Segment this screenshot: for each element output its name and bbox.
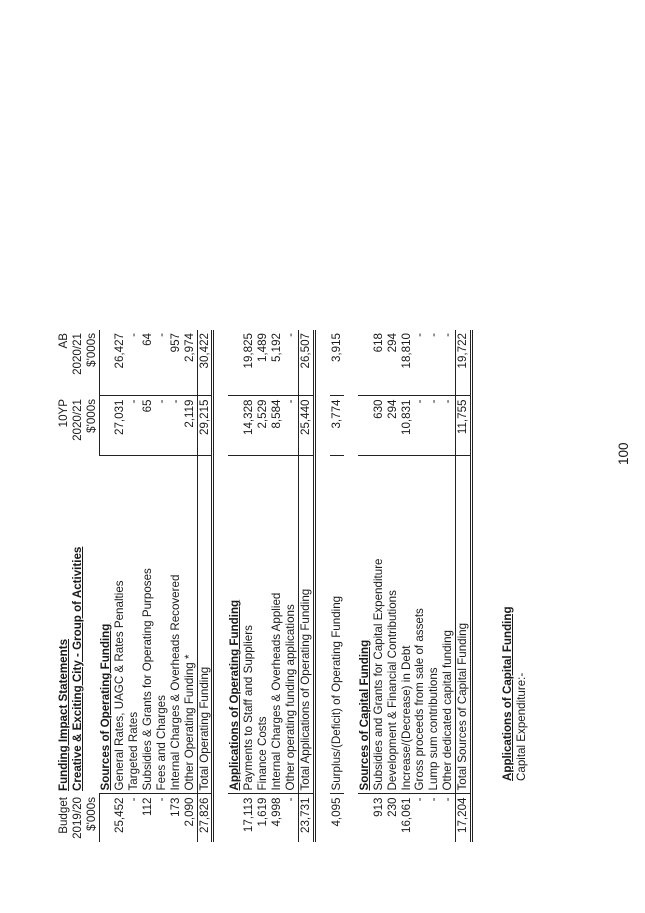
col-budget-head: Budget [57,797,70,834]
table-row: 2,090 Other Operating Funding * 2,119 2,974 [183,330,197,842]
col-budget-unit: $'000s [85,794,99,842]
table-row: - Other operating funding applications - - [284,330,298,842]
surplus-row: 4,095 Surplus/(Deficit) of Operating Funding 3,774 3,915 [330,330,344,842]
table-row: 25,452 General Rates, UAGC & Rates Penalties 27,031 26,427 [113,330,127,842]
table-row: - Fees and Charges - - [155,330,169,842]
col-ab-unit: $'000s [85,330,99,396]
table-row: 112 Subsidies & Grants for Operating Purposes 65 64 [141,330,155,842]
col-ab-year: 2020/21 [70,333,84,375]
section-heading: Applications of Capital Funding [501,606,515,781]
funding-impact-table [57,330,529,842]
table-row: - Gross proceeds from sale of assets - - [413,330,427,842]
section-heading: Sources of Capital Funding [358,330,372,842]
activity-title: Creative & Exciting City - Group of Activities [70,546,84,791]
table-row: 16,061 Increase/(Decrease) in Debt 10,831 18,810 [400,330,414,842]
table-row: - Targeted Rates - - [127,330,141,842]
table-row: - Other dedicated capital funding - - [441,330,455,842]
col-10yp-unit: $'000s [85,396,99,456]
table-row: 1,619 Finance Costs 2,529 1,489 [256,330,270,842]
section-heading: Applications of Operating Funding [228,330,242,842]
page-number: 100 [616,442,631,465]
table-row: 4,998 Internal Charges & Overheads Applied 8,584 5,192 [270,330,284,842]
col-budget-year: 2019/20 [70,797,84,839]
header-row-2 [71,330,85,842]
total-row: 23,731 Total Applications of Operating Funding 25,440 26,507 [299,330,315,842]
table-row: 17,113 Payments to Staff and Suppliers 14,328 19,825 [242,330,256,842]
total-row: 17,204 Total Sources of Capital Funding 11,755 19,722 [456,330,472,842]
table-row: 173 Internal Charges & Overheads Recovered - 957 [169,330,183,842]
table-row: 913 Subsidies and Grants for Capital Expenditure 630 618 [372,330,386,842]
table-row: - Lump sum contributions - - [427,330,441,842]
header-row-3 [85,330,99,842]
col-10yp-year: 2020/21 [70,399,84,441]
table-row: Capital Expenditure:- [514,672,528,781]
header-row-1 [57,330,71,842]
col-ab-head: AB [57,333,70,349]
total-row: 27,826 Total Operating Funding 29,215 30,422 [197,330,213,842]
statement-title: Funding Impact Statements [57,638,70,791]
table-row: 230 Development & Financial Contributions 294 294 [386,330,400,842]
col-10yp-head: 10YP [57,399,70,428]
section-heading: Sources of Operating Funding [99,330,113,842]
